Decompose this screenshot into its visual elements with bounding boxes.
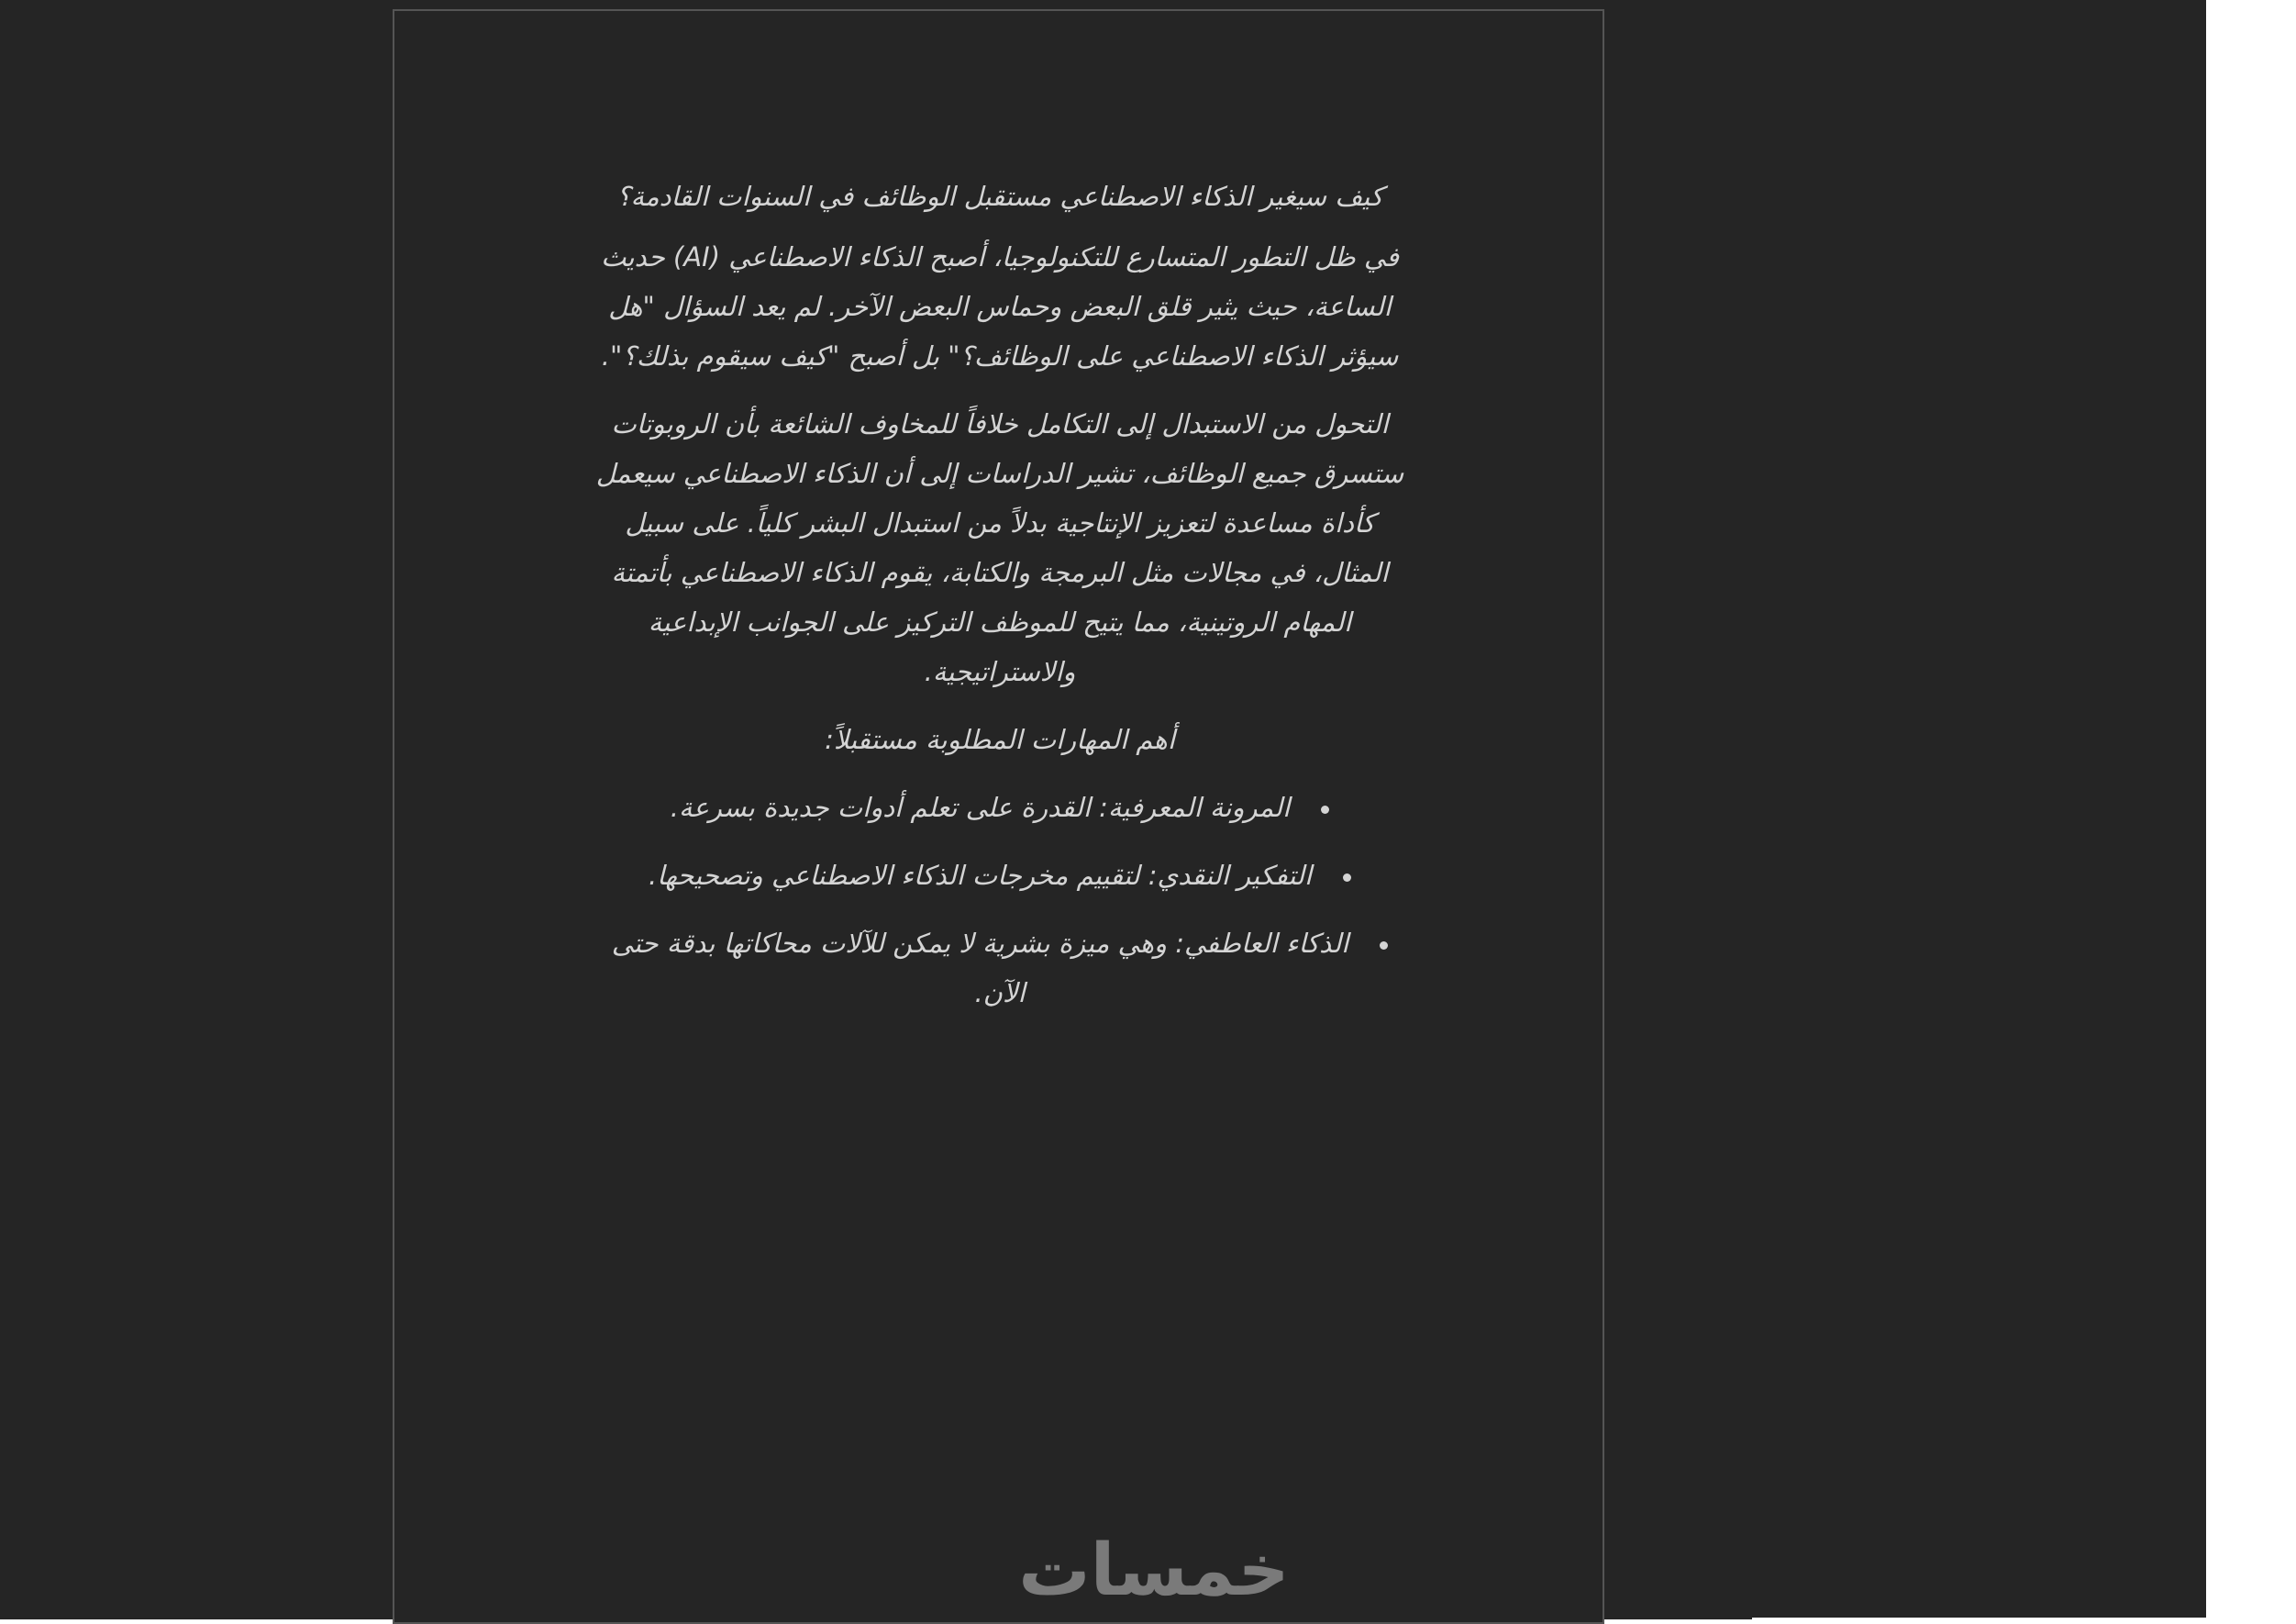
skills-list (587, 783, 1413, 1018)
paragraph-integration: التحول من الاستبدال إلى التكامل خلافاً للمخاوف الشائعة بأن الروبوتات ستسرق جميع الوظائف، تشير الدراسات إلى أن الذكاء الاصطناعي سيعمل كأداة مساعدة لتعزيز الإنتاجية بدلاً من استبدال البشر كلياً. على سبيل المثال، في مجالات مثل البرمجة والكتابة، يقوم الذكاء الاصطناعي بأتمتة المهام الروتينية، مما يتيح للموظف التركيز على الجوانب الإبداعية والاستراتيجية. (595, 408, 1404, 687)
document-page (393, 9, 1604, 1624)
bullet-icon (1380, 941, 1388, 950)
list-item-text: المرونة المعرفية: القدرة على تعلم أدوات جديدة بسرعة. (670, 792, 1291, 823)
bullet-icon (1321, 806, 1329, 814)
list-item (587, 918, 1413, 1018)
khamsat-logo: خمسات (1018, 1529, 1290, 1612)
list-item (587, 783, 1413, 832)
list-item-text: الذكاء العاطفي: وهي ميزة بشرية لا يمكن للآلات محاكاتها بدقة حتى الآن. (611, 928, 1349, 1008)
paragraph-intro: في ظل التطور المتسارع للتكنولوجيا، أصبح الذكاء الاصطناعي (AI) حديث الساعة، حيث يثير قلق البعض وحماس البعض الآخر. لم يعد السؤال "هل سيؤثر الذكاء الاصطناعي على الوظائف؟" بل أصبح "كيف سيقوم بذلك؟". (601, 241, 1399, 372)
document-content (587, 172, 1413, 1036)
list-item (587, 851, 1413, 900)
skills-heading: أهم المهارات المطلوبة مستقبلاً: (825, 724, 1175, 755)
document-title: كيف سيغير الذكاء الاصطناعي مستقبل الوظائف في السنوات القادمة؟ (616, 181, 1383, 212)
bullet-icon (1343, 873, 1351, 882)
list-item-text: التفكير النقدي: لتقييم مخرجات الذكاء الاصطناعي وتصحيحها. (648, 860, 1313, 891)
